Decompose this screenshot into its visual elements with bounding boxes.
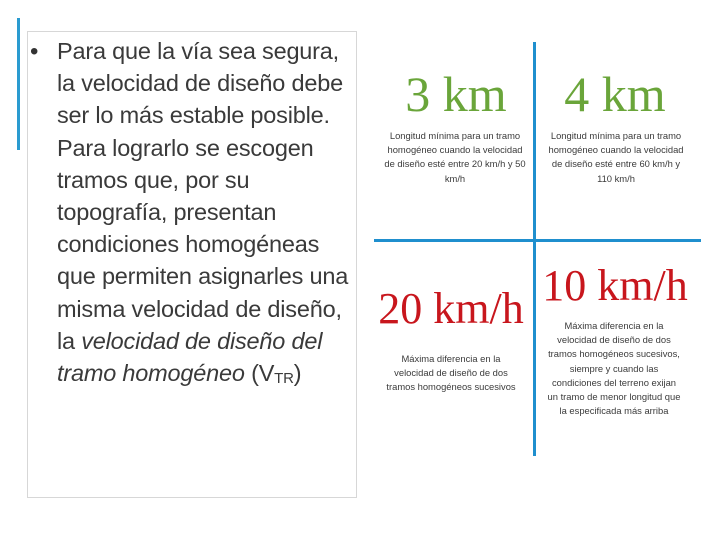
min-length-high-speed-caption: Longitud mínima para un tramo homogéneo cuando la velocidad de diseño esté entre 60 km/h y 110 km/h [548,130,684,184]
min-length-low-speed-value: 3 km [405,66,507,122]
paragraph-subscript: TR [274,370,294,388]
max-speed-difference-short-caption: Máxima diferencia en la velocidad de diseño de dos tramos homogéneos sucesivos, siempre y cuando las condiciones del terreno exijan un tramo de menor longitud que la especificada más arriba [547,320,681,417]
min-length-high-speed-value: 4 km [564,66,666,122]
paragraph-paren-open: (V [244,360,275,387]
max-speed-difference-caption: Máxima diferencia en la velocidad de diseño de dos tramos homogéneos sucesivos [386,353,516,393]
max-speed-difference-short-value: 10 km/h [542,261,688,310]
quadrant-horizontal-divider [374,239,701,242]
max-speed-difference-value: 20 km/h [378,284,524,333]
paragraph-italic-term: velocidad de diseño del tramo homogéneo [57,327,323,387]
min-length-low-speed-caption: Longitud mínima para un tramo homogéneo cuando la velocidad de diseño esté entre 20 km/h y 50 km/h [384,130,526,184]
slide-accent-bar [17,18,20,150]
definition-text-panel [27,31,357,498]
paragraph-text: Para que la vía sea segura, la velocidad de diseño debe ser lo más estable posible. Para lograrlo se escogen tramos que, por su topografía, presentan condiciones homogéneas que permiten asignarles una misma velocidad de diseño, la [57,38,349,354]
paragraph-paren-close: ) [293,360,302,387]
definition-paragraph [57,35,357,395]
bullet-marker: • [30,38,39,65]
